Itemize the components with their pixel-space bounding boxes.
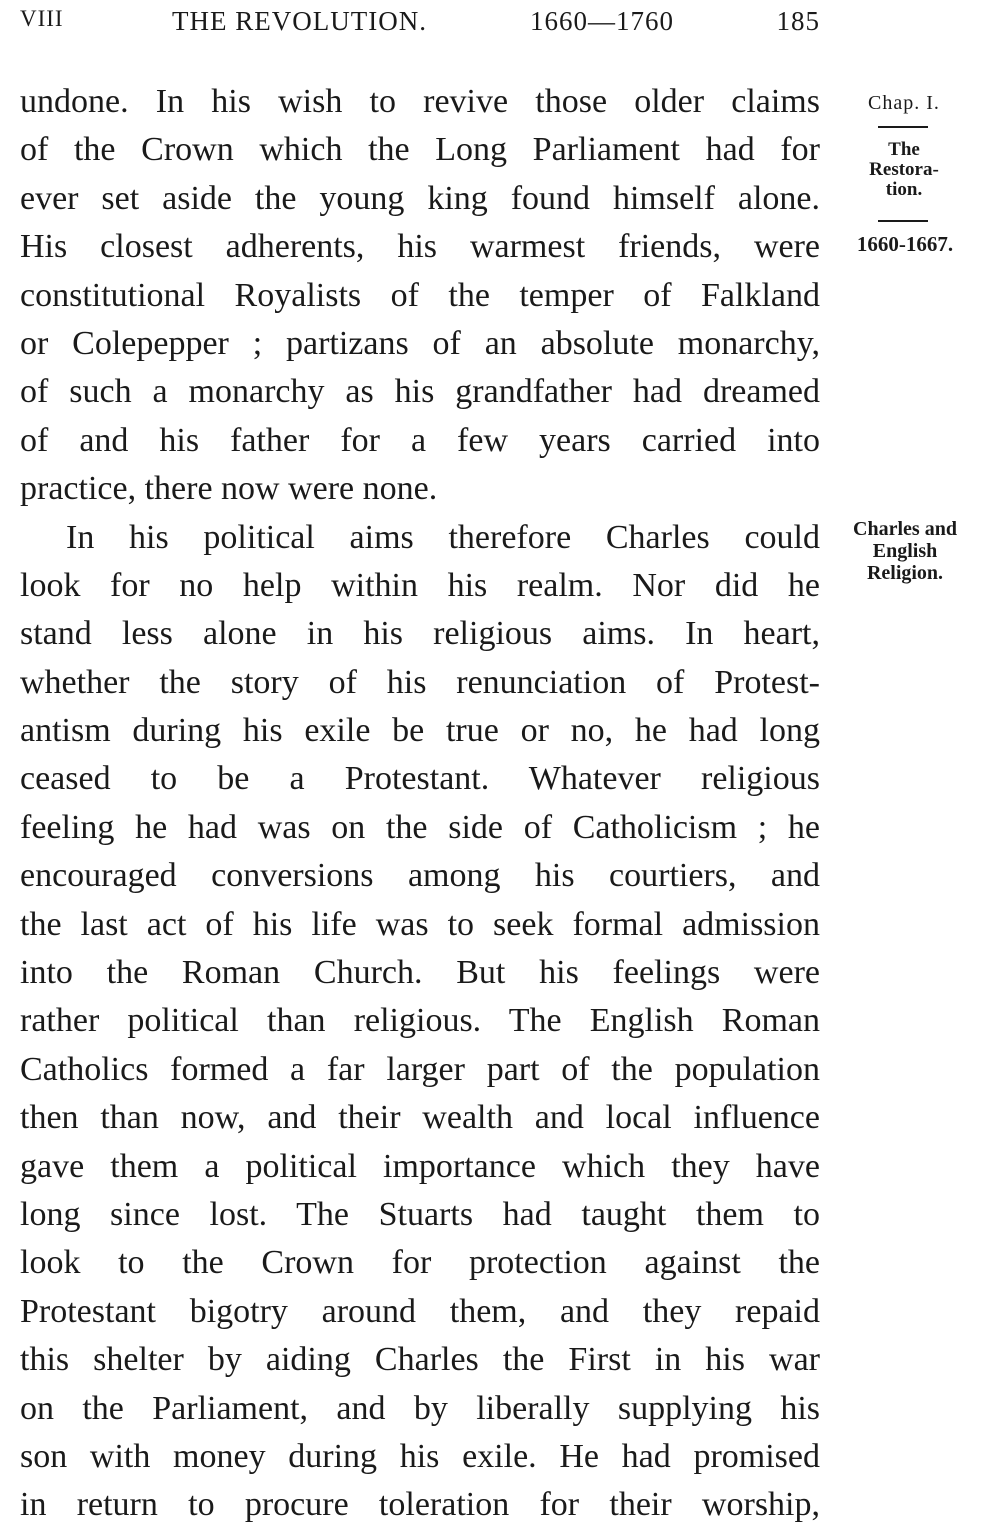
margin-date-range: 1660-1667.	[856, 232, 954, 256]
text-line: of such a monarchy as his grandfather had dreamed	[20, 373, 820, 411]
margin-topic-line: Religion.	[866, 562, 944, 584]
page-number: 185	[776, 6, 820, 36]
header-dates: 1660—1760	[530, 6, 674, 36]
text-line: Catholics formed a far larger part of the population	[20, 1050, 820, 1088]
header-title: THE REVOLUTION.	[172, 6, 427, 36]
margin-section-title-line: The	[888, 139, 920, 160]
text-line: rather political than religious. The English Roman	[20, 1002, 820, 1040]
text-line: constitutional Royalists of the temper of Falkland	[20, 276, 820, 314]
margin-divider	[878, 126, 928, 128]
text-line: stand less alone in his religious aims. In heart,	[20, 615, 820, 653]
text-line: the last act of his life was to seek formal admission	[20, 905, 820, 943]
margin-topic-line: English	[872, 540, 938, 562]
margin-chapter-label: Chap. I.	[868, 92, 940, 114]
text-line: His closest adherents, his warmest friends, were	[20, 228, 820, 266]
text-line: of and his father for a few years carried into	[20, 421, 820, 459]
text-line: feeling he had was on the side of Catholicism ; he	[20, 808, 820, 846]
text-line: look to the Crown for protection against the	[20, 1244, 820, 1282]
text-line: son with money during his exile. He had promised	[20, 1437, 820, 1475]
text-line: of the Crown which the Long Parliament had for	[20, 131, 820, 169]
text-line: ceased to be a Protestant. Whatever religious	[20, 760, 820, 798]
text-line: encouraged conversions among his courtiers, and	[20, 857, 820, 895]
text-line: in return to procure toleration for their worship,	[20, 1486, 820, 1524]
text-line: practice, there now were none.	[20, 470, 438, 508]
text-line: antism during his exile be true or no, he had long	[20, 712, 820, 750]
text-line: look for no help within his realm. Nor did he	[20, 566, 820, 604]
text-line: undone. In his wish to revive those older claims	[20, 83, 820, 120]
text-line: then than now, and their wealth and local influence	[20, 1099, 820, 1137]
margin-section-title-line: tion.	[885, 179, 923, 200]
text-line: into the Roman Church. But his feelings were	[20, 954, 820, 992]
margin-section-title	[852, 140, 956, 200]
text-line: whether the story of his renunciation of Protest-	[20, 663, 820, 701]
margin-topic-line: Charles and	[853, 518, 957, 540]
text-line: gave them a political importance which they have	[20, 1147, 820, 1185]
margin-divider	[878, 220, 928, 222]
text-line: on the Parliament, and by liberally supplying his	[20, 1389, 820, 1427]
margin-topic-note	[830, 518, 980, 584]
margin-section-title-line: Restora-	[869, 159, 939, 180]
running-header	[20, 6, 830, 46]
header-chapter-number: VIII	[20, 6, 64, 31]
body-text	[20, 78, 820, 1530]
text-line: ever set aside the young king found himself alone.	[20, 179, 820, 217]
text-line: or Colepepper ; partizans of an absolute monarchy,	[20, 324, 820, 362]
text-line: long since lost. The Stuarts had taught them to	[20, 1195, 820, 1233]
text-line: Protestant bigotry around them, and they repaid	[20, 1292, 820, 1330]
text-line: this shelter by aiding Charles the First in his war	[20, 1341, 820, 1379]
text-line: In his political aims therefore Charles could	[66, 518, 820, 556]
